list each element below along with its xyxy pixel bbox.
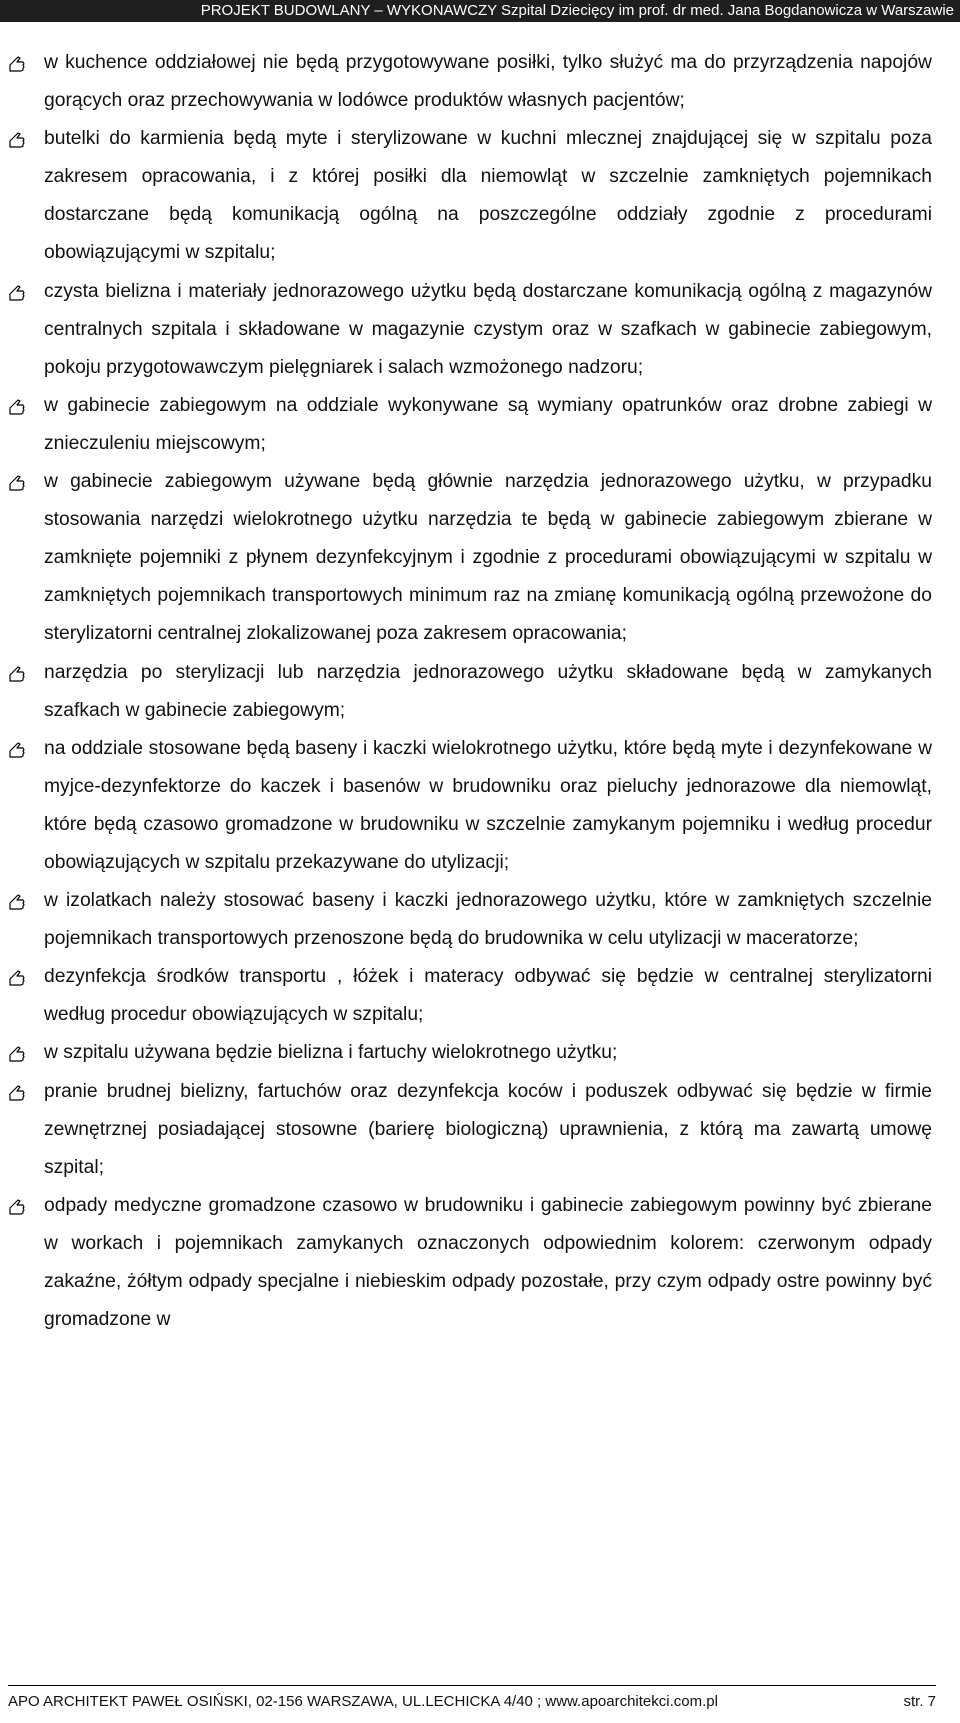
pointing-hand-icon xyxy=(8,1084,26,1102)
list-item-text: butelki do karmienia będą myte i sterylizowane w kuchni mlecznej znajdującej się w szpitalu poza zakresem opracowania, i z której posiłki dla niemowląt w szczelnie zamkniętych pojemnikach dostarczane będą komunikacją ogólną na poszczególne oddziały zgodnie z procedurami obowiązującymi w szpitalu; xyxy=(44,128,932,264)
list-item xyxy=(0,1187,960,1339)
list-item xyxy=(0,387,960,463)
pointing-hand-icon xyxy=(8,398,26,416)
list-item-text: narzędzia po sterylizacji lub narzędzia jednorazowego użytku składowane będą w zamykanych szafkach w gabinecie zabiegowym; xyxy=(44,661,932,721)
list-item xyxy=(0,273,960,387)
pointing-hand-icon xyxy=(8,474,26,492)
header-bar xyxy=(0,0,960,22)
document-header-title: PROJEKT BUDOWLANY – WYKONAWCZY Szpital Dziecięcy im prof. dr med. Jana Bogdanowicza w Warszawie xyxy=(200,2,954,19)
page-number: str. 7 xyxy=(903,1693,936,1710)
list-item xyxy=(0,882,960,958)
list-item-text: w kuchence oddziałowej nie będą przygotowywane posiłki, tylko służyć ma do przyrządzenia napojów gorących oraz przechowywania w lodówce produktów własnych pacjentów; xyxy=(44,52,932,112)
list-item-text: w izolatkach należy stosować baseny i kaczki jednorazowego użytku, które w zamkniętych szczelnie pojemnikach transportowych przenoszone będą do brudownika w celu utylizacji w maceratorze; xyxy=(44,890,932,950)
pointing-hand-icon xyxy=(8,969,26,987)
list-item xyxy=(0,44,960,120)
footer-company-info: APO ARCHITEKT PAWEŁ OSIŃSKI, 02-156 WARSZAWA, UL.LECHICKA 4/40 ; www.apoarchitekci.com.pl xyxy=(8,1693,718,1710)
list-item-text: dezynfekcja środków transportu , łóżek i materacy odbywać się będzie w centralnej sterylizatorni według procedur obowiązujących w szpitalu; xyxy=(44,966,932,1026)
pointing-hand-icon xyxy=(8,893,26,911)
document-body xyxy=(0,44,960,1339)
pointing-hand-icon xyxy=(8,284,26,302)
list-item xyxy=(0,654,960,730)
pointing-hand-icon xyxy=(8,741,26,759)
list-item xyxy=(0,463,960,653)
list-item-text: w gabinecie zabiegowym na oddziale wykonywane są wymiany opatrunków oraz drobne zabiegi w znieczuleniu miejscowym; xyxy=(44,394,932,454)
list-item-text: w gabinecie zabiegowym używane będą głównie narzędzia jednorazowego użytku, w przypadku stosowania narzędzi wielokrotnego użytku narzędzia te będą w gabinecie zabiegowym zbierane w zamknięte pojemniki z płynem dezynfekcyjnym i zgodnie z procedurami obowiązującymi w szpitalu w zamkniętych pojemnikach transportowych minimum raz na zmianę komunikacją ogólną przewożone do sterylizatorni centralnej zlokalizowanej poza zakresem opracowania; xyxy=(44,471,932,645)
list-item-text: pranie brudnej bielizny, fartuchów oraz dezynfekcja koców i poduszek odbywać się będzie w firmie zewnętrznej posiadającej stosowne (barierę biologiczną) uprawnienia, z którą ma zawartą umowę szpital; xyxy=(44,1080,932,1178)
pointing-hand-icon xyxy=(8,131,26,149)
list-item-text: w szpitalu używana będzie bielizna i fartuchy wielokrotnego użytku; xyxy=(44,1042,618,1064)
pointing-hand-icon xyxy=(8,1045,26,1063)
list-item xyxy=(0,120,960,272)
list-item xyxy=(0,1034,960,1072)
list-item xyxy=(0,958,960,1034)
list-item-text: na oddziale stosowane będą baseny i kaczki wielokrotnego użytku, które będą myte i dezynfekowane w myjce-dezynfektorze do kaczek i basenów w brudowniku oraz pieluchy jednorazowe dla niemowląt, które będą czasowo gromadzone w brudowniku w szczelnie zamykanym pojemniku i według procedur obowiązujących w szpitalu przekazywane do utylizacji; xyxy=(44,737,932,873)
pointing-hand-icon xyxy=(8,1198,26,1216)
pointing-hand-icon xyxy=(8,55,26,73)
pointing-hand-icon xyxy=(8,665,26,683)
list-item xyxy=(0,730,960,882)
footer-divider xyxy=(8,1685,936,1686)
list-item xyxy=(0,1073,960,1187)
list-item-text: odpady medyczne gromadzone czasowo w brudowniku i gabinecie zabiegowym powinny być zbierane w workach i pojemnikach zamykanych oznaczonych odpowiednim kolorem: czerwonym odpady zakaźne, żółtym odpady specjalne i niebieskim odpady pozostałe, przy czym odpady ostre powinny być gromadzone w xyxy=(44,1194,932,1331)
list-item-text: czysta bielizna i materiały jednorazowego użytku będą dostarczane komunikacją ogólną z magazynów centralnych szpitala i składowane w magazynie czystym oraz w szafkach w gabinecie zabiegowym, pokoju przygotowawczym pielęgniarek i salach wzmożonego nadzoru; xyxy=(44,280,932,378)
